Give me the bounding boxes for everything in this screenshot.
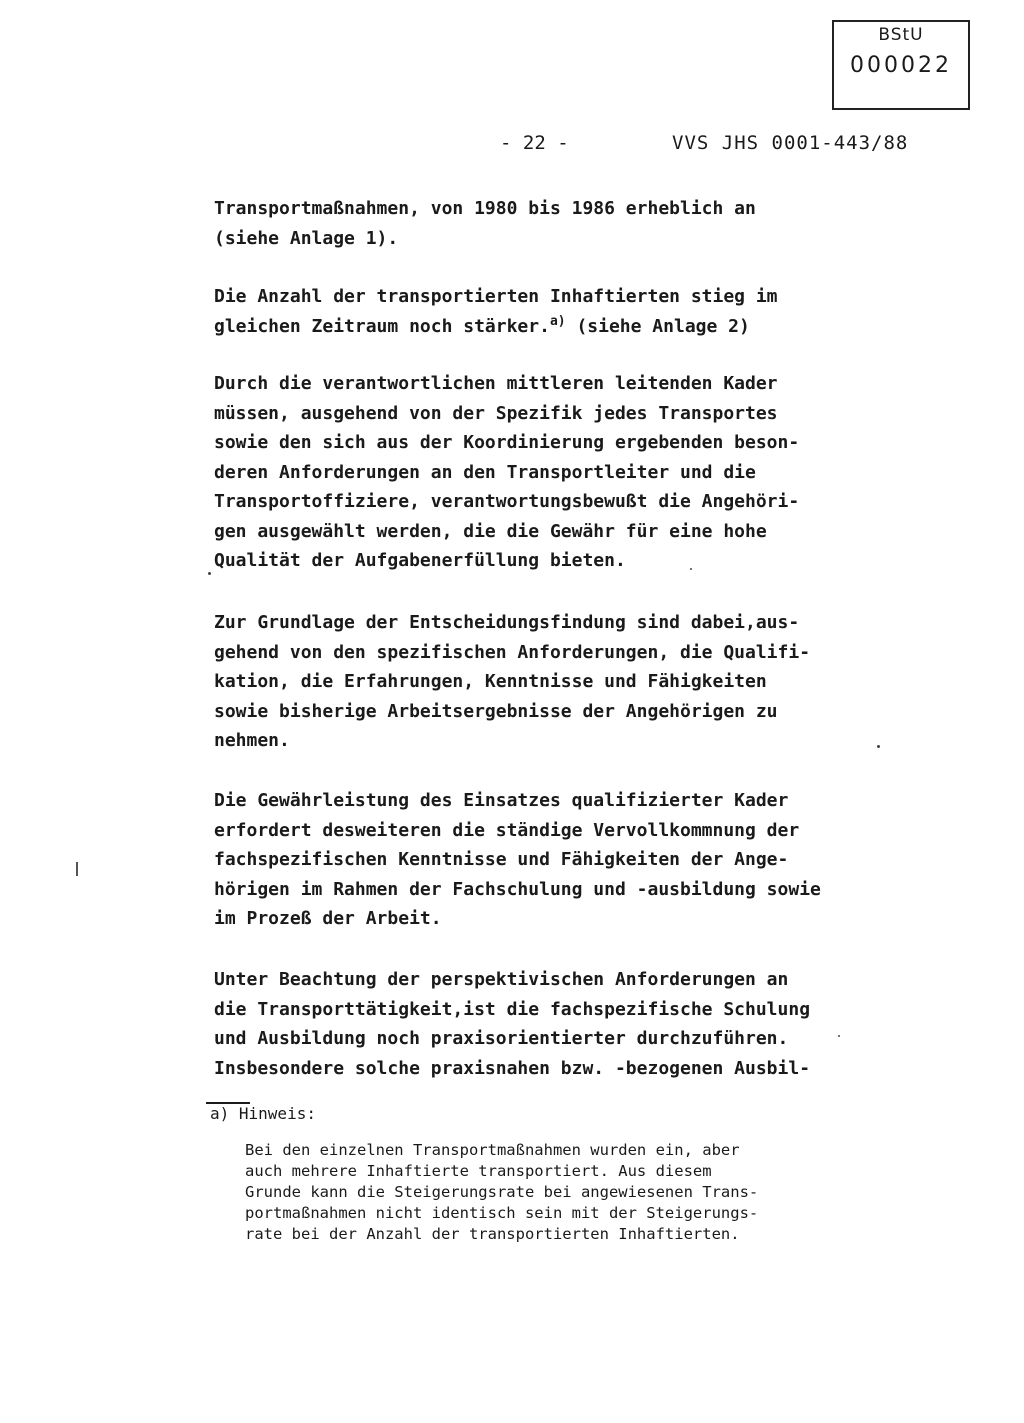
- text-line: gehend von den spezifischen Anforderungen, die Qualifi-: [214, 641, 811, 663]
- text-line: Durch die verantwortlichen mittleren leitenden Kader: [214, 373, 778, 394]
- paragraph-6: [214, 965, 904, 1083]
- text-line: deren Anforderungen an den Transportleiter und die: [214, 461, 756, 483]
- archive-stamp: [832, 20, 970, 110]
- text-line: die Transporttätigkeit,ist die fachspezifische Schulung: [214, 998, 811, 1020]
- text-line: müssen, ausgehend von der Spezifik jedes Transportes: [214, 402, 778, 424]
- footnote-line: portmaßnahmen nicht identisch sein mit der Steigerungs-: [245, 1204, 759, 1222]
- scan-speck: [838, 1035, 840, 1037]
- paragraph-1: [214, 194, 904, 253]
- text-line: Transportoffiziere, verantwortungsbewußt die Angehöri-: [214, 491, 800, 512]
- text-line: erfordert desweiteren die ständige Vervollkommnung der: [214, 819, 800, 841]
- text-line: und Ausbildung noch praxisorientierter durchzuführen.: [214, 1028, 789, 1049]
- footnote-line: Bei den einzelnen Transportmaßnahmen wurden ein, aber: [245, 1141, 740, 1159]
- page-number: - 22 -: [500, 132, 569, 154]
- text-line: Zur Grundlage der Entscheidungsfindung sind dabei,aus-: [214, 612, 800, 633]
- paragraph-5: [214, 786, 904, 934]
- text-line: hörigen im Rahmen der Fachschulung und -ausbildung sowie: [214, 878, 821, 900]
- footnote-reference: a): [549, 313, 566, 329]
- text-segment: (siehe Anlage 2): [565, 315, 750, 337]
- scan-speck: [877, 745, 880, 748]
- text-line: Die Anzahl der transportierten Inhaftierten stieg im: [214, 286, 778, 307]
- footnote-line: auch mehrere Inhaftierte transportiert. Aus diesem: [245, 1162, 712, 1180]
- footnote-line: Grunde kann die Steigerungsrate bei angewiesenen Trans-: [245, 1183, 759, 1201]
- scan-speck: [690, 568, 692, 570]
- text-line: (siehe Anlage 1).: [214, 227, 399, 249]
- stamp-number: 000022: [850, 53, 952, 78]
- paragraph-2: [214, 282, 904, 341]
- text-line: nehmen.: [214, 730, 290, 751]
- scan-mark: [76, 862, 78, 876]
- stamp-label: BStU: [878, 25, 924, 45]
- text-line: gen ausgewählt werden, die die Gewähr für eine hohe: [214, 520, 767, 542]
- text-line: Insbesondere solche praxisnahen bzw. -bezogenen Ausbil-: [214, 1057, 811, 1079]
- text-line-with-footnote: [214, 312, 904, 342]
- footnote-marker: a) Hinweis:: [210, 1104, 316, 1123]
- footnote-line: rate bei der Anzahl der transportierten Inhaftierten.: [245, 1225, 740, 1243]
- text-line: Die Gewährleistung des Einsatzes qualifizierter Kader: [214, 790, 789, 811]
- paragraph-3: [214, 369, 904, 576]
- text-line: Transportmaßnahmen, von 1980 bis 1986 erheblich an: [214, 198, 756, 219]
- text-line: im Prozeß der Arbeit.: [214, 908, 442, 929]
- text-segment: gleichen Zeitraum noch stärker.: [214, 315, 550, 337]
- document-reference: VVS JHS 0001-443/88: [672, 132, 909, 154]
- text-line: kation, die Erfahrungen, Kenntnisse und Fähigkeiten: [214, 671, 767, 692]
- text-line: sowie bisherige Arbeitsergebnisse der Angehörigen zu: [214, 700, 778, 722]
- text-line: fachspezifischen Kenntnisse und Fähigkeiten der Ange-: [214, 849, 789, 870]
- text-line: sowie den sich aus der Koordinierung ergebenden beson-: [214, 432, 800, 453]
- footnote-text: [245, 1140, 758, 1245]
- paragraph-4: [214, 608, 904, 756]
- text-line: Qualität der Aufgabenerfüllung bieten.: [214, 550, 626, 571]
- scan-speck: [208, 572, 211, 575]
- text-line: Unter Beachtung der perspektivischen Anforderungen an: [214, 969, 789, 990]
